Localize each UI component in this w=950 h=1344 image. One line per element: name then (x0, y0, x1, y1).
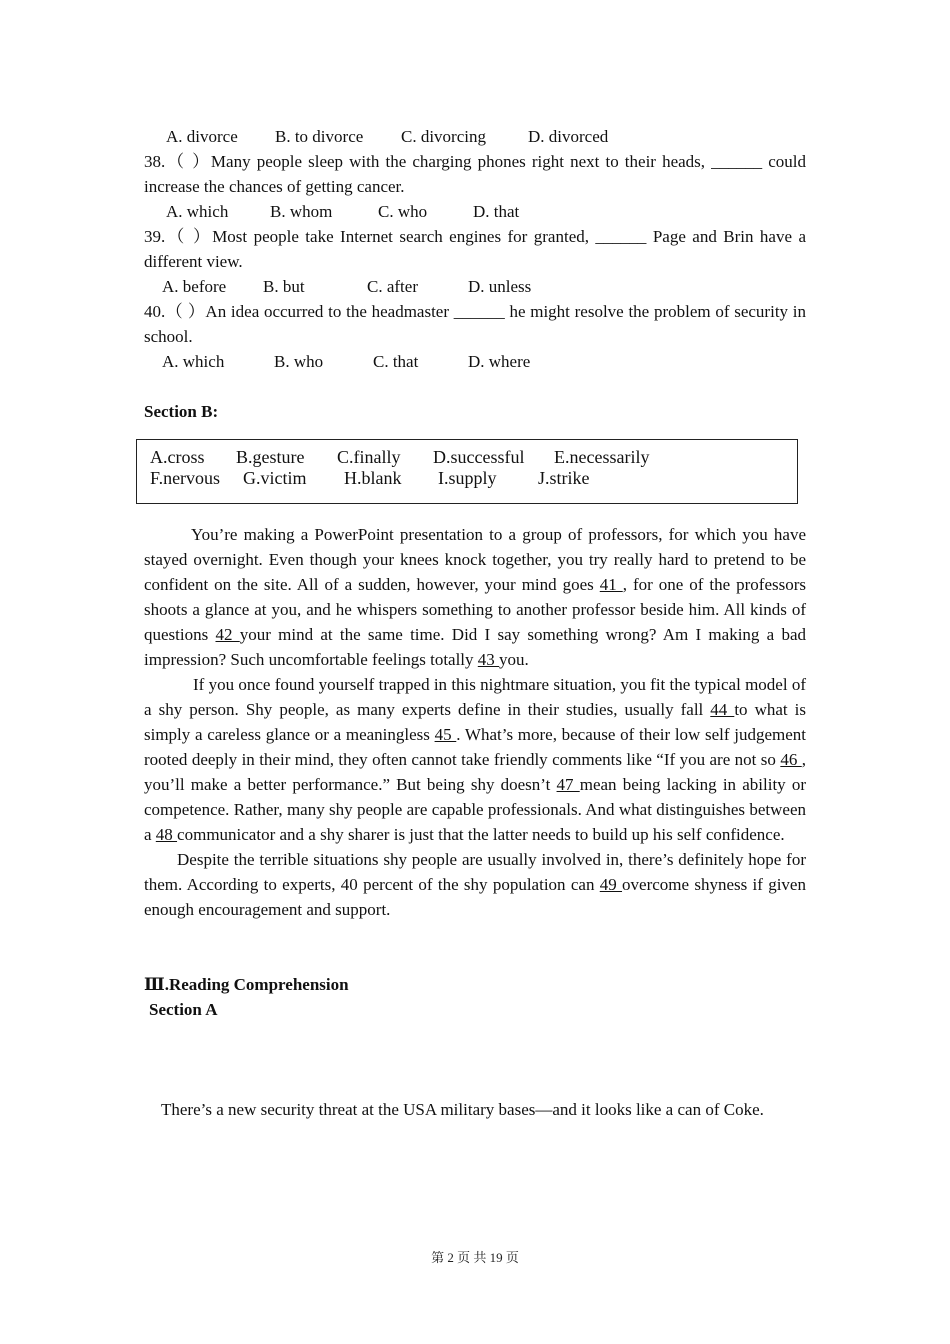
word-option: J.strike (538, 468, 590, 488)
word-option: F.nervous (150, 468, 221, 488)
word-option: D.successful (433, 447, 525, 467)
blank-49: 49 (599, 875, 623, 894)
section-b-title: Section B: (144, 402, 219, 421)
option: A. which (166, 202, 229, 221)
blank-46: 46 (780, 750, 802, 769)
passage-paragraph-1: You’re making a PowerPoint presentation to a group of professors, for which you have stayed overnight. Even though your knees knock together, you try really hard to pretend to be confident on the site. All of a sudden, however, your mind goes 41 , for one of the professors shoots a glance at you, and he whispers something to another professor beside him. All kinds of questions 42 your mind at the same time. Did I say something wrong? Am I making a bad impression? Such uncomfortable feelings totally 43 you. (144, 525, 807, 669)
q38-options (144, 199, 806, 224)
passage-paragraph-2: If you once found yourself trapped in this nightmare situation, you fit the typical model of a shy person. Shy people, as many experts define in their studies, usually fall 44 to what is simply a careless glance or a meaningless 45 . What’s more, because of their low self judgement rooted deeply in their mind, they often cannot take friendly comments like “If you are not so 46 , you’ll make a better performance.” But being shy doesn’t 47 mean being lacking in ability or competence. Rather, many shy people are capable professionals. And what distinguishes between a 48 communicator and a shy sharer is just that the latter needs to build up his self confidence. (144, 675, 807, 844)
q40-options (144, 349, 806, 374)
passage-paragraph-3: Despite the terrible situations shy people are usually involved in, there’s definitely hope for them. According to experts, 40 percent of the shy population can 49 overcome shyness if given enough encouragement and support. (144, 850, 806, 919)
word-option: H.blank (344, 468, 402, 488)
reading-comprehension-title: Ⅲ.Reading Comprehension (144, 975, 349, 994)
option: B. whom (270, 202, 333, 221)
option: A. divorce (166, 127, 238, 146)
word-bank-box (136, 439, 798, 504)
option: D. divorced (528, 127, 609, 146)
q39-options (144, 274, 806, 299)
reading-section-a-title: Section A (149, 1000, 218, 1019)
blank-43: 43 (477, 650, 500, 669)
option: A. which (162, 352, 225, 371)
blank-44: 44 (710, 700, 735, 719)
option: C. divorcing (401, 127, 486, 146)
word-option: A.cross (150, 447, 205, 467)
blank-47: 47 (556, 775, 580, 794)
word-option: E.necessarily (554, 447, 650, 467)
blank-48: 48 (155, 825, 178, 844)
option: B. who (274, 352, 324, 371)
option: D. that (473, 202, 520, 221)
page-footer: 第 2 页 共 19 页 (431, 1250, 519, 1265)
option: C. who (378, 202, 428, 221)
cloze-passage (144, 522, 806, 1122)
option: A. before (162, 277, 227, 296)
reading-intro: There’s a new security threat at the USA military bases—and it looks like a can of Coke. (161, 1100, 764, 1119)
word-option: I.supply (438, 468, 497, 488)
option: C. after (367, 277, 418, 296)
page-content (144, 124, 806, 424)
blank-45: 45 (434, 725, 457, 744)
q37-options (144, 124, 806, 149)
blank-41: 41 (599, 575, 623, 594)
word-option: B.gesture (236, 447, 305, 467)
word-option: C.finally (337, 447, 401, 467)
option: B. to divorce (275, 127, 364, 146)
option: D. where (468, 352, 531, 371)
blank-42: 42 (215, 625, 240, 644)
option: D. unless (468, 277, 532, 296)
question-40: 40.（ ）An idea occurred to the headmaster ______ he might resolve the problem of security in school. (144, 302, 806, 346)
option: C. that (373, 352, 419, 371)
option: B. but (263, 277, 305, 296)
word-option: G.victim (243, 468, 307, 488)
question-39: 39.（ ）Most people take Internet search engines for granted, ______ Page and Brin have a different view. (144, 227, 806, 271)
question-38: 38.（ ）Many people sleep with the charging phones right next to their heads, ______ could increase the chances of getting cancer. (144, 152, 806, 196)
